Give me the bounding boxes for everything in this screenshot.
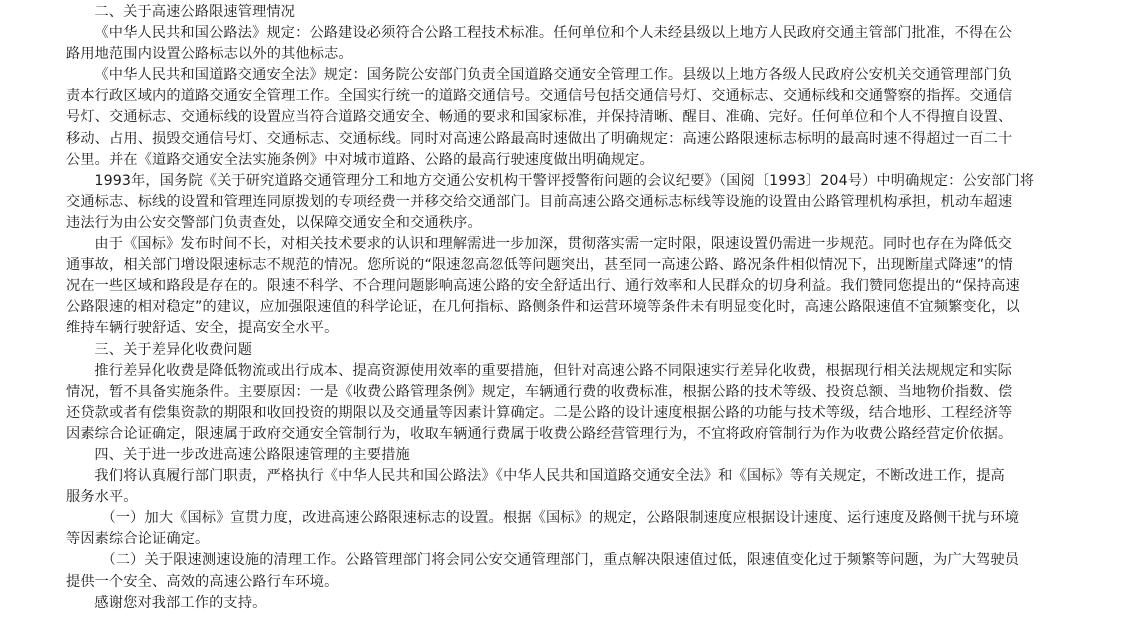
paragraph-measure-1: （一）加大《国标》宣贯力度，改进高速公路限速标志的设置。根据《国标》的规定，公路限制速度应根据设计速度、运行速度及路侧干扰与环境 等因素综合论证确定。 — [66, 510, 1020, 548]
paragraph-measure-2: （二）关于限速测速设施的清理工作。公路管理部门将会同公安交通管理部门，重点解决限速值过低，限速值变化过于频繁等问题，为广大驾驶员 提供一个安全、高效的高速公路行车环境。 — [66, 552, 1020, 590]
section-heading-differential-toll: 三、关于差异化收费问题 — [94, 341, 253, 358]
paragraph-road-traffic-safety-law: 《中华人民共和国道路交通安全法》规定：国务院公安部门负责全国道路交通安全管理工作。县级以上地方各级人民政府公安机关交通管理部门负 责本行政区域内的道路交通安全管理工作。全国实行统一的道路交通信号。交通信号包括交通信号灯、交通标志、交通标线和交通警察的指挥。交通信 号灯、交通标志、交通标线的设置应当符合道路交通安全、畅通的要求和国家标准，并保持清晰、醒目、准确、完好。任何单位和个人不得擅自设置、 移动、占用、损毁交通信号灯、交通标志、交通标线。同时对高速公路最高时速做出了明确规定：高速公路限速标志标明的最高时速不得超过一百二十 公里。并在《道路交通安全法实施条例》中对城市道路、公路的最高行驶速度做出明确规定。 — [66, 67, 1013, 168]
paragraph-measures-intro: 我们将认真履行部门职责，严格执行《中华人民共和国公路法》《中华人民共和国道路交通安全法》和《国标》等有关规定，不断改进工作，提高 服务水平。 — [66, 468, 1005, 506]
paragraph-thanks: 感谢您对我部工作的支持。 — [94, 594, 267, 611]
paragraph-highway-law: 《中华人民共和国公路法》规定：公路建设必须符合公路工程技术标准。任何单位和个人未经县级以上地方人民政府交通主管部门批准，不得在公 路用地范围内设置公路标志以外的其他标志。 — [66, 25, 1012, 63]
section-heading-improvement-measures: 四、关于进一步改进高速公路限速管理的主要措施 — [94, 446, 410, 463]
paragraph-1993-state-council: 1993年，国务院《关于研究道路交通管理分工和地方交通公安机构干警评授警衔问题的会议纪要》（国阅〔1993〕204号）中明确规定：公安部门将 交通标志、标线的设置和管理连同原拨划的专项经费一并移交给交通部门。目前高速公路交通标志标线等设施的设置由公路管理机构承担，机动车超速 违法行为由公安交警部门负责查处，以保障交通安全和交通秩序。 — [66, 172, 1035, 231]
paragraph-differential-toll: 推行差异化收费是降低物流或出行成本、提高资源使用效率的重要措施，但针对高速公路不同限速实行差异化收费，根据现行相关法规规定和实际 情况，暂不具备实施条件。主要原因：一是《收费公路管理条例》规定，车辆通行费的收费标准，根据公路的技术等级、投资总额、当地物价指数、偿 还贷款或者有偿集资款的期限和收回投资的期限以及交通量等因素计算确定。二是公路的设计速度根据公路的功能与技术等级，结合地形、工程经济等 因素综合论证确定，限速属于政府交通安全管制行为，收取车辆通行费属于收费公路经营管理行为，不宜将政府管制行为作为收费公路经营定价依据。 — [66, 362, 1013, 442]
paragraph-national-standard: 由于《国标》发布时间不长，对相关技术要求的认识和理解需进一步加深，贯彻落实需一定时限，限速设置仍需进一步规范。同时也存在为降低交 通事故，相关部门增设限速标志不规范的情况。您所说的“限速忽高忽低等问题突出，甚至同一高速公路、路况条件相似情况下，出现断崖式降速”的情 况在一些区域和路段是存在的。限速不科学、不合理问题影响高速公路的安全舒适出行、通行效率和人民群众的切身利益。我们赞同您提出的“保持高速 公路限速的相对稳定”的建议，应加强限速值的科学论证，在几何指标、路侧条件和运营环境等条件未有明显变化时，高速公路限速值不宜频繁变化，以 维持车辆行驶舒适、安全，提高安全水平。 — [66, 236, 1020, 337]
section-heading-speed-limit-management: 二、关于高速公路限速管理情况 — [94, 4, 296, 20]
